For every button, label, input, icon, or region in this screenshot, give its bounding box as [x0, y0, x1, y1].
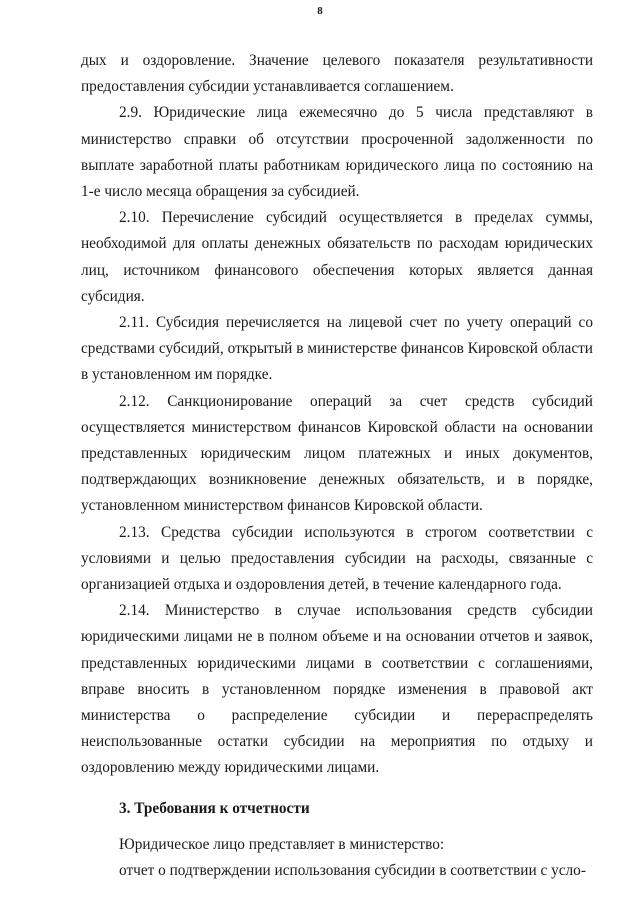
section-heading: 3. Требования к отчетности	[119, 799, 310, 817]
section-3-intro: Юридическое лицо представляет в министерство:	[119, 835, 445, 853]
document-body	[81, 48, 593, 884]
paragraph-2-11: 2.11. Субсидия перечисляется на лицевой счет по учету операций со средствами субсидий, открытый в министерстве финансов Кировской области в установленном им порядке.	[81, 314, 593, 384]
paragraph-continued: дых и оздоровление. Значение целевого показателя результативности предоставления субсидии устанавливается соглашением.	[81, 52, 593, 96]
paragraph-2-14: 2.14. Министерство в случае использования средств субсидии юридическими лицами не в полном объеме и на основании отчетов и заявок, представленных юридическими лицами в соответствии с соглашениями, вправе вносить в установленном порядке изменения в правовой акт министерства о распределение субсидии и перераспределять неиспользованные остатки субсидии на мероприятия по отдыху и оздоровлению между юридическими лицами.	[81, 602, 593, 777]
paragraph-2-12: 2.12. Санкционирование операций за счет средств субсидий осуществляется министерством финансов Кировской области на основании представленных юридическим лицом платежных и иных документов, подтверждающих возникновение денежных обязательств, и в порядке, установленном министерством финансов Кировской области.	[81, 392, 593, 515]
section-3-paragraph: отчет о подтверждении использования субсидии в соответствии с усло-	[119, 862, 586, 880]
paragraph-2-10: 2.10. Перечисление субсидий осуществляется в пределах суммы, необходимой для оплаты денежных обязательств по расходам юридических лиц, источником финансового обеспечения которых является данная субсидия.	[81, 209, 593, 305]
paragraph-2-9: 2.9. Юридические лица ежемесячно до 5 числа представляют в министерство справки об отсутствии просроченной задолженности по выплате заработной платы работникам юридического лица по состоянию на 1-е число месяца обращения за субсидией.	[81, 104, 593, 201]
page-number: 8	[317, 5, 323, 17]
paragraph-2-13: 2.13. Средства субсидии используются в строгом соответствии с условиями и целью предоставления субсидии на расходы, связанные с организацией отдыха и оздоровления детей, в течение календарного года.	[81, 523, 593, 594]
